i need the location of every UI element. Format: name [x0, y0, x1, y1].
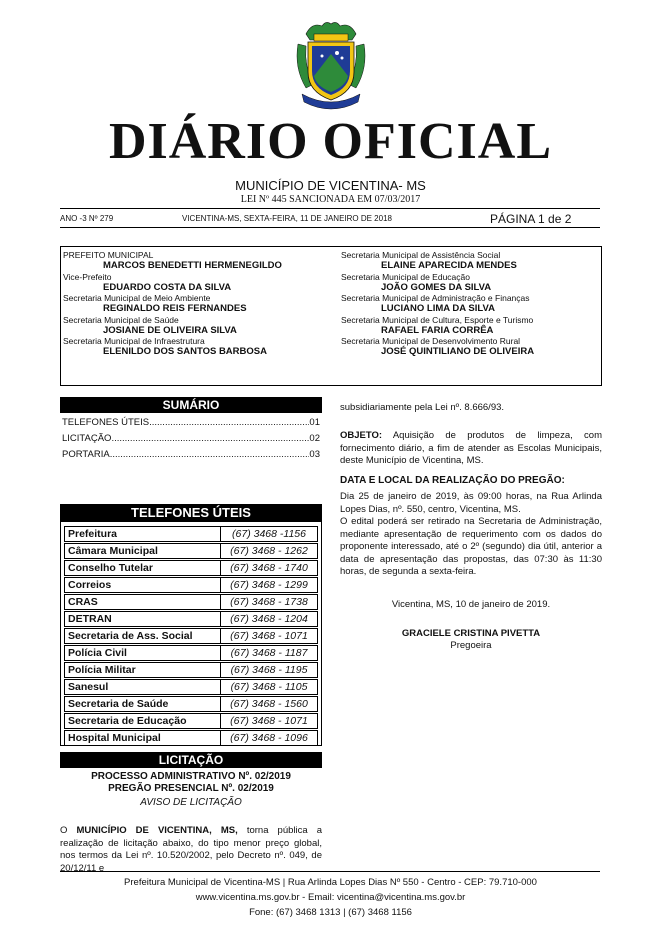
phone-number[interactable]: (67) 3468 - 1105 — [230, 681, 308, 693]
signer-name: GRACIELE CRISTINA PIVETTA — [401, 628, 541, 639]
footer-address: Prefeitura Municipal de Vicentina-MS | Rua Arlinda Lopes Dias Nº 550 - Centro - CEP: 79.710-000 — [124, 877, 537, 888]
phone-row — [64, 577, 318, 593]
phone-number[interactable]: (67) 3468 - 1740 — [230, 562, 308, 574]
official-name: ELENILDO DOS SANTOS BARBOSA — [103, 346, 267, 357]
objeto-text: Aquisição de produtos de limpeza, com fornecimento diário, a fim de atender as Escolas Municipais, deste Município de Vicentina, MS. — [340, 430, 602, 466]
summary-entry-label: TELEFONES ÚTEIS — [62, 417, 150, 428]
official-role: Secretaria Municipal de Meio Ambiente — [63, 293, 211, 303]
summary-entry[interactable] — [62, 449, 320, 461]
phone-entity: Secretaria de Educação — [65, 714, 221, 728]
phone-number[interactable]: (67) 3468 - 1071 — [230, 630, 308, 642]
phone-row — [64, 543, 318, 559]
phone-entity: Secretaria de Saúde — [65, 697, 221, 711]
place-date: Vicentina, MS, 10 de janeiro de 2019. — [391, 599, 551, 610]
phone-row — [64, 611, 318, 627]
licitacao-body — [60, 825, 322, 875]
footer-phones: Fone: (67) 3468 1313 | (67) 3468 1156 — [249, 907, 412, 918]
page-indicator: PÁGINA 1 de 2 — [490, 212, 572, 226]
municipality-name: MUNICÍPIO DE VICENTINA- MS — [235, 178, 426, 193]
data-heading: DATA E LOCAL DA REALIZAÇÃO DO PREGÃO: — [340, 475, 565, 486]
phones-heading: TELEFONES ÚTEIS — [60, 504, 322, 522]
pregao-number: PREGÃO PRESENCIAL Nº. 02/2019 — [108, 783, 274, 794]
phone-row — [64, 679, 318, 695]
phone-number[interactable]: (67) 3468 - 1299 — [230, 579, 308, 591]
edital-text: O edital poderá ser retirado na Secretaria de Administração, mediante apresentação de requerimento com os dados do proponente interessado, até o 2º (segundo) dia útil, anterior a data de apresentação das propostas, das 07:30 às 11:30 horas, de segunda a sexta-feira. — [340, 516, 602, 577]
official-name: ELAINE APARECIDA MENDES — [381, 260, 517, 271]
official-name: JOÃO GOMES DA SILVA — [381, 281, 492, 293]
data-paragraph — [340, 491, 602, 579]
official-name: JOSÉ QUINTILIANO DE OLIVEIRA — [381, 346, 535, 357]
officials-right-column — [341, 250, 601, 358]
official-name: MARCOS BENEDETTI HERMENEGILDO — [103, 260, 282, 271]
phone-number[interactable]: (67) 3468 - 1262 — [230, 545, 308, 557]
phone-entity: Câmara Municipal — [65, 544, 221, 558]
edition-number: ANO -3 Nº 279 — [60, 214, 114, 223]
data-text: Dia 25 de janeiro de 2019, às 09:00 horas, na Rua Arlinda Lopes Dias, nº. 550, centro, Vicentina, MS. — [340, 491, 602, 515]
phone-entity: Hospital Municipal — [65, 731, 221, 745]
official-role: Secretaria Municipal de Saúde — [63, 314, 179, 325]
header-divider-top — [60, 208, 600, 209]
leader-dots — [110, 449, 310, 461]
official-name: REGINALDO REIS FERNANDES — [103, 303, 247, 314]
phone-entity: Polícia Civil — [65, 646, 221, 660]
phone-entity: CRAS — [65, 595, 221, 609]
aviso-title: AVISO DE LICITAÇÃO — [140, 797, 242, 808]
phone-number[interactable]: (67) 3468 - 1187 — [230, 647, 308, 659]
phone-row — [64, 628, 318, 644]
phone-entity: Secretaria de Ass. Social — [65, 629, 221, 643]
header-divider-bottom — [60, 227, 600, 228]
phone-entity: Polícia Militar — [65, 663, 221, 677]
phone-number[interactable]: (67) 3468 - 1738 — [230, 596, 308, 608]
official-role: Secretaria Municipal de Cultura, Esporte e Turismo — [341, 314, 534, 325]
phone-entity: Conselho Tutelar — [65, 561, 221, 575]
phone-row — [64, 560, 318, 576]
official-role: Secretaria Municipal de Assistência Social — [341, 250, 501, 260]
summary-entry[interactable] — [62, 417, 320, 429]
official-role: Vice-Prefeito — [63, 271, 112, 282]
official-role: Secretaria Municipal de Infraestrutura — [63, 336, 205, 346]
body-bold: MUNICÍPIO DE VICENTINA, MS, — [76, 825, 238, 836]
officials-box — [60, 246, 602, 386]
official-name: LUCIANO LIMA DA SILVA — [381, 303, 495, 314]
summary-entry-page: 03 — [309, 449, 320, 460]
leader-dots — [111, 433, 309, 445]
phone-row — [64, 696, 318, 712]
phone-row — [64, 730, 318, 746]
phone-row — [64, 662, 318, 678]
phone-entity: Sanesul — [65, 680, 221, 694]
phone-number[interactable]: (67) 3468 - 1071 — [230, 715, 308, 727]
municipal-crest-logo — [292, 18, 370, 116]
official-role: Secretaria Municipal de Educação — [341, 271, 470, 282]
body-text: torna pública a realização de licitação abaixo, do tipo menor preço global, nos termos da Lei nº. 10.520/2002, pelo Decreto nº. 049, de 20/12/11 e — [60, 825, 323, 874]
phone-entity: Correios — [65, 578, 221, 592]
phone-number[interactable]: (67) 3468 - 1195 — [230, 664, 308, 676]
newspaper-title: DIÁRIO OFICIAL — [108, 113, 553, 170]
phone-row — [64, 713, 318, 729]
phone-number[interactable]: (67) 3468 - 1560 — [230, 698, 308, 710]
phone-number[interactable]: (67) 3468 -1156 — [232, 528, 306, 540]
summary-heading: SUMÁRIO — [60, 397, 322, 413]
phone-number[interactable]: (67) 3468 - 1204 — [230, 613, 308, 625]
official-name: JOSIANE DE OLIVEIRA SILVA — [103, 324, 237, 336]
summary-entry[interactable] — [62, 433, 320, 445]
leader-dots — [149, 417, 309, 429]
dateline: VICENTINA-MS, SEXTA-FEIRA, 11 DE JANEIRO DE 2018 — [182, 214, 392, 223]
phone-entity: Prefeitura — [65, 527, 221, 541]
official-role: PREFEITO MUNICIPAL — [63, 250, 154, 260]
official-role: Secretaria Municipal de Desenvolvimento Rural — [341, 336, 521, 346]
licitacao-heading: LICITAÇÃO — [60, 752, 322, 768]
objeto-paragraph — [340, 430, 602, 468]
summary-entry-page: 01 — [309, 417, 320, 428]
phone-row — [64, 526, 318, 542]
phone-row — [64, 645, 318, 661]
footer-divider — [60, 871, 600, 872]
phone-row — [64, 594, 318, 610]
official-name: EDUARDO COSTA DA SILVA — [103, 281, 232, 293]
phone-number[interactable]: (67) 3468 - 1096 — [230, 732, 308, 744]
summary-entry-label: PORTARIA — [62, 449, 110, 460]
official-role: Secretaria Municipal de Administração e Finanças — [341, 293, 530, 303]
signer-role: Pregoeira — [450, 640, 492, 651]
body-prefix: O — [60, 825, 77, 836]
summary-entry-label: LICITAÇÃO — [62, 433, 112, 444]
law-reference: LEI Nº 445 SANCIONADA EM 07/03/2017 — [240, 194, 421, 205]
phone-entity: DETRAN — [65, 612, 221, 626]
summary-entry-page: 02 — [309, 433, 320, 444]
licitacao-continued: subsidiariamente pela Lei nº. 8.666/93. — [340, 402, 505, 413]
objeto-label: OBJETO: — [340, 430, 383, 441]
process-number: PROCESSO ADMINISTRATIVO Nº. 02/2019 — [91, 771, 291, 782]
officials-left-column — [63, 250, 333, 358]
official-name: RAFAEL FARIA CORRÊA — [381, 324, 494, 336]
footer-web-email[interactable]: www.vicentina.ms.gov.br - Email: vicentina@vicentina.ms.gov.br — [195, 892, 466, 903]
